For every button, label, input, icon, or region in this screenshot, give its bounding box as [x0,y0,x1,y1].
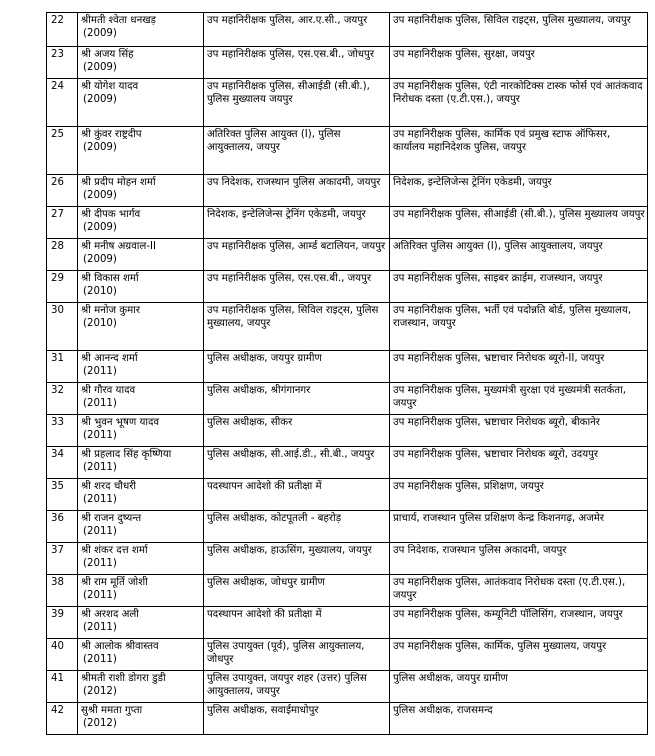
current-posting: अतिरिक्त पुलिस आयुक्त (I), पुलिस आयुक्तालय, जयपुर [204,127,390,175]
officer-cell [78,383,204,415]
table-row [47,207,648,239]
current-posting: पुलिस अधीक्षक, जोधपुर ग्रामीण [204,575,390,607]
serial-number: 28 [47,239,78,271]
serial-number: 23 [47,47,78,79]
current-posting: पदस्थापन आदेशो की प्रतीक्षा में [204,607,390,639]
officer-cell [78,671,204,703]
officer-name: श्री भुवन भूषण यादव [81,417,160,428]
officer-name: श्री मनोज कुमार [81,305,140,316]
serial-number: 37 [47,543,78,575]
serial-number: 22 [47,13,78,47]
officer-cell [78,303,204,351]
new-posting: उप महानिरीक्षक पुलिस, भ्रष्टाचार निरोधक ब्यूरो, बीकानेर [390,415,648,447]
officer-name: श्री आनन्द शर्मा [81,353,138,364]
new-posting: उप महानिरीक्षक पुलिस, कम्यूनिटी पॉलिसिंग, राजस्थान, जयपुर [390,607,648,639]
batch-year: (2011) [83,430,117,441]
table-row [47,303,648,351]
new-posting: पुलिस अधीक्षक, जयपुर ग्रामीण [390,671,648,703]
batch-year: (2011) [83,654,117,665]
new-posting: अतिरिक्त पुलिस आयुक्त (I), पुलिस आयुक्तालय, जयपुर [390,239,648,271]
table-row [47,175,648,207]
table-row [47,447,648,479]
serial-number: 34 [47,447,78,479]
current-posting: पुलिस अधीक्षक, कोटपूतली - बहरोड़ [204,511,390,543]
serial-number: 33 [47,415,78,447]
table-row [47,639,648,671]
current-posting: पुलिस अधीक्षक, सी.आई.डी., सी.बी., जयपुर [204,447,390,479]
officer-name: श्री प्रहलाद सिंह कृष्णिया [81,449,172,460]
new-posting: उप महानिरीक्षक पुलिस, आतंकवाद निरोधक दस्ता (ए.टी.एस.), जयपुर [390,575,648,607]
current-posting: उप निदेशक, राजस्थान पुलिस अकादमी, जयपुर [204,175,390,207]
officer-cell [78,13,204,47]
serial-number: 40 [47,639,78,671]
serial-number: 30 [47,303,78,351]
officer-name: श्री आलोक श्रीवास्तव [81,641,159,652]
batch-year: (2009) [83,142,117,153]
officer-name: श्री मनीष अग्रवाल-II [81,241,157,252]
serial-number: 35 [47,479,78,511]
current-posting: पदस्थापन आदेशो की प्रतीक्षा में [204,479,390,511]
batch-year: (2011) [83,462,117,473]
officer-cell [78,447,204,479]
officer-name: श्री गौरव यादव [81,385,136,396]
officer-name: श्री राम मूर्ति जोशी [81,577,148,588]
officer-name: श्री दीपक भार्गव [81,209,141,220]
new-posting: उप महानिरीक्षक पुलिस, सीआईडी (सी.बी.), पुलिस मुख्यालय जयपुर [390,207,648,239]
batch-year: (2009) [83,28,117,39]
officer-cell [78,607,204,639]
new-posting: उप महानिरीक्षक पुलिस, सिविल राइट्स, पुलिस मुख्यालय, जयपुर [390,13,648,47]
officer-cell [78,175,204,207]
batch-year: (2009) [83,62,117,73]
serial-number: 24 [47,79,78,127]
officer-name: श्री अरशद अली [81,609,139,620]
table-row [47,479,648,511]
serial-number: 36 [47,511,78,543]
table-row [47,271,648,303]
officer-cell [78,543,204,575]
officer-name: श्री शरद चौधरी [81,481,137,492]
officer-name: श्रीमती राशी डोगरा डुडी [81,673,166,684]
officer-cell [78,351,204,383]
officer-cell [78,575,204,607]
current-posting: उप महानिरीक्षक पुलिस, एस.एस.बी., जोधपुर [204,47,390,79]
current-posting: पुलिस उपायुक्त, जयपुर शहर (उत्तर) पुलिस आयुक्तालय, जयपुर [204,671,390,703]
transfer-table [46,12,648,735]
batch-year: (2009) [83,254,117,265]
table-row [47,383,648,415]
officer-name: श्री शंकर दत्त शर्मा [81,545,148,556]
serial-number: 39 [47,607,78,639]
table-row [47,79,648,127]
batch-year: (2011) [83,526,117,537]
current-posting: पुलिस उपायुक्त (पूर्व), पुलिस आयुक्तालय, जोधपुर [204,639,390,671]
batch-year: (2011) [83,398,117,409]
table-row [47,575,648,607]
batch-year: (2011) [83,590,117,601]
current-posting: उप महानिरीक्षक पुलिस, एस.एस.बी., जयपुर [204,271,390,303]
table-row [47,239,648,271]
table-row [47,127,648,175]
table-row [47,47,648,79]
batch-year: (2009) [83,222,117,233]
new-posting: उप निदेशक, राजस्थान पुलिस अकादमी, जयपुर [390,543,648,575]
officer-name: श्री कुंवर राष्ट्रदीप [81,129,142,140]
new-posting: उप महानिरीक्षक पुलिस, साइबर क्राईम, राजस्थान, जयपुर [390,271,648,303]
officer-name: सुश्री ममता गुप्ता [81,705,143,716]
current-posting: पुलिस अधीक्षक, श्रीगंगानगर [204,383,390,415]
officer-cell [78,127,204,175]
current-posting: पुलिस अधीक्षक, सवाईमाधोपुर [204,703,390,735]
table-row [47,607,648,639]
batch-year: (2012) [83,718,117,729]
current-posting: पुलिस अधीक्षक, सीकर [204,415,390,447]
officer-cell [78,271,204,303]
new-posting: उप महानिरीक्षक पुलिस, एंटी नारकोटिक्स टास्क फोर्स एवं आतंकवाद निरोधक दस्ता (ए.टी.एस.), जयपुर [390,79,648,127]
officer-name: श्री विकास शर्मा [81,273,139,284]
serial-number: 29 [47,271,78,303]
officer-name: श्री अजय सिंह [81,49,134,60]
batch-year: (2009) [83,94,117,105]
table-row [47,511,648,543]
current-posting: उप महानिरीक्षक पुलिस, सिविल राइट्स, पुलिस मुख्यालय, जयपुर [204,303,390,351]
officer-cell [78,479,204,511]
serial-number: 41 [47,671,78,703]
batch-year: (2011) [83,622,117,633]
new-posting: उप महानिरीक्षक पुलिस, कार्मिक एवं प्रमुख स्टाफ ऑफिसर, कार्यालय महानिदेशक पुलिस, जयपुर [390,127,648,175]
new-posting: उप महानिरीक्षक पुलिस, भ्रष्टाचार निरोधक ब्यूरो-II, जयपुर [390,351,648,383]
table-row [47,671,648,703]
new-posting: उप महानिरीक्षक पुलिस, भ्रष्टाचार निरोधक ब्यूरो, उदयपुर [390,447,648,479]
new-posting: उप महानिरीक्षक पुलिस, सुरक्षा, जयपुर [390,47,648,79]
current-posting: उप महानिरीक्षक पुलिस, आर्म्ड बटालियन, जयपुर [204,239,390,271]
table-row [47,415,648,447]
officer-name: श्री राजन दुष्यन्त [81,513,142,524]
new-posting: पुलिस अधीक्षक, राजसमन्द [390,703,648,735]
officer-cell [78,79,204,127]
new-posting: उप महानिरीक्षक पुलिस, मुख्यमंत्री सुरक्षा एवं मुख्यमंत्री सतर्कता, जयपुर [390,383,648,415]
officer-cell [78,239,204,271]
table-body [47,13,648,735]
batch-year: (2010) [83,318,117,329]
serial-number: 26 [47,175,78,207]
officer-cell [78,415,204,447]
serial-number: 27 [47,207,78,239]
new-posting: उप महानिरीक्षक पुलिस, भर्ती एवं पदोन्नति बोर्ड, पुलिस मुख्यालय, राजस्थान, जयपुर [390,303,648,351]
officer-cell [78,639,204,671]
table-row [47,703,648,735]
serial-number: 31 [47,351,78,383]
table-row [47,543,648,575]
officer-cell [78,207,204,239]
new-posting: उप महानिरीक्षक पुलिस, कार्मिक, पुलिस मुख्यालय, जयपुर [390,639,648,671]
officer-name: श्रीमती श्वेता धनखड़ [81,15,157,26]
officer-cell [78,703,204,735]
current-posting: उप महानिरीक्षक पुलिस, आर.ए.सी., जयपुर [204,13,390,47]
officer-name: श्री प्रदीप मोहन शर्मा [81,177,156,188]
officer-name: श्री योगेश यादव [81,81,139,92]
current-posting: उप महानिरीक्षक पुलिस, सीआईडी (सी.बी.), पुलिस मुख्यालय जयपुर [204,79,390,127]
serial-number: 38 [47,575,78,607]
batch-year: (2010) [83,286,117,297]
batch-year: (2011) [83,558,117,569]
batch-year: (2011) [83,366,117,377]
new-posting: उप महानिरीक्षक पुलिस, प्रशिक्षण, जयपुर [390,479,648,511]
new-posting: प्राचार्य, राजस्थान पुलिस प्रशिक्षण केन्द्र किशनगढ़, अजमेर [390,511,648,543]
batch-year: (2011) [83,494,117,505]
officer-cell [78,511,204,543]
serial-number: 32 [47,383,78,415]
current-posting: निदेशक, इन्टेलिजेन्स ट्रेनिंग एकेडमी, जयपुर [204,207,390,239]
officer-cell [78,47,204,79]
serial-number: 42 [47,703,78,735]
current-posting: पुलिस अधीक्षक, हाऊसिंग, मुख्यालय, जयपुर [204,543,390,575]
table-row [47,351,648,383]
batch-year: (2012) [83,686,117,697]
current-posting: पुलिस अधीक्षक, जयपुर ग्रामीण [204,351,390,383]
batch-year: (2009) [83,190,117,201]
new-posting: निदेशक, इन्टेलिजेन्स ट्रेनिंग एकेडमी, जयपुर [390,175,648,207]
serial-number: 25 [47,127,78,175]
table-row [47,13,648,47]
